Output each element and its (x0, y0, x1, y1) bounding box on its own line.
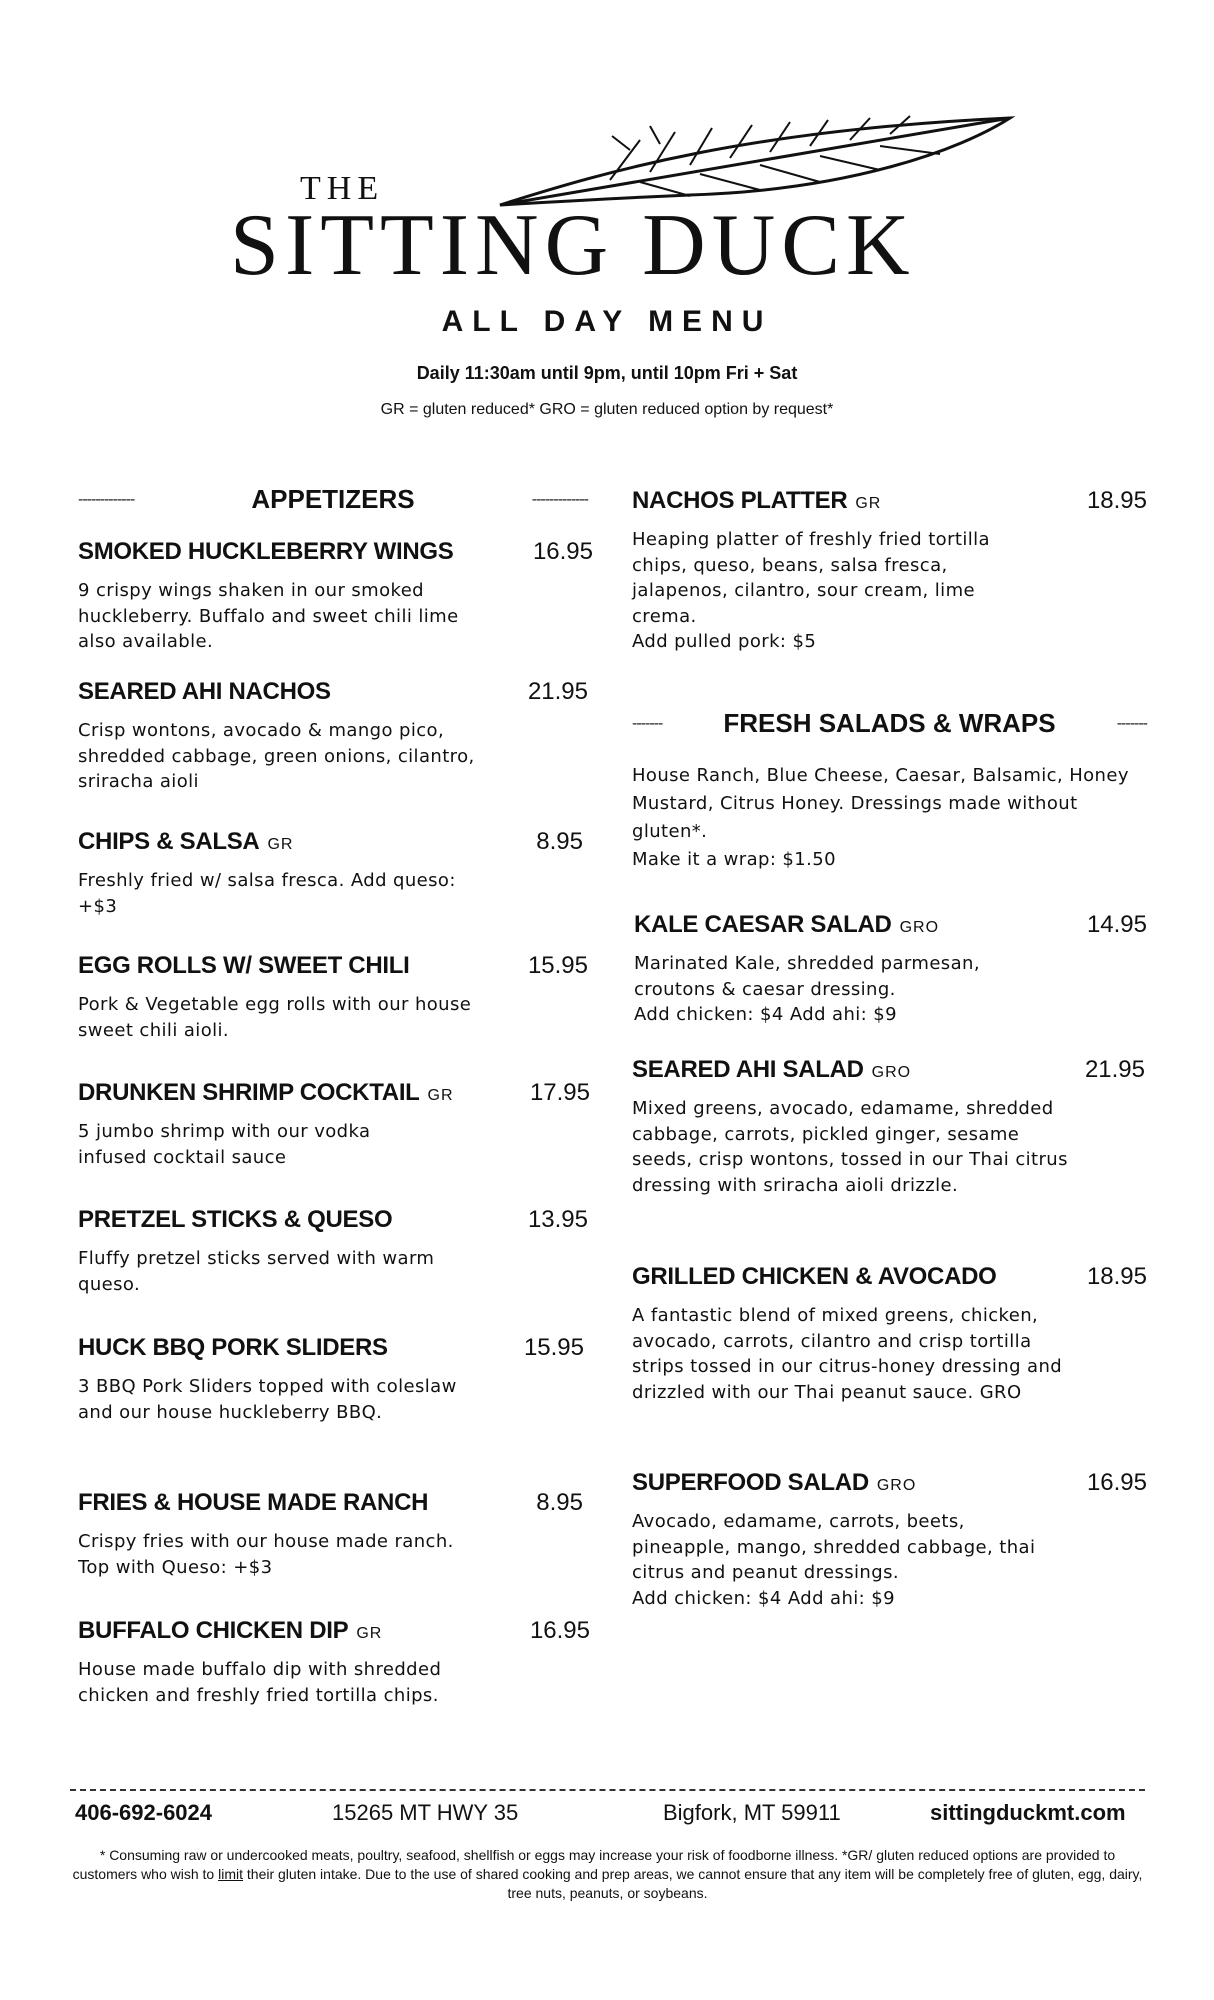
menu-item (78, 538, 593, 655)
item-description: House made buffalo dip with shredded chicken and freshly fried tortilla chips. (78, 1659, 442, 1706)
street-address: 15265 MT HWY 35 (332, 1800, 519, 1825)
phone-number[interactable]: 406-692-6024 (75, 1800, 213, 1825)
item-description: Top with Queso: +$3 (78, 1556, 273, 1578)
item-price: 16.95 (529, 1617, 590, 1644)
gluten-tag: GR (855, 495, 882, 512)
menu-item (632, 487, 1147, 655)
salads-heading-row (632, 708, 1147, 739)
gluten-tag: GRO (871, 1064, 912, 1081)
appetizers-heading-row (78, 484, 588, 515)
divider-dashes: ------- (1116, 714, 1147, 732)
item-name: BUFFALO CHICKEN DIP (78, 1617, 349, 1644)
menu-item (632, 1056, 1145, 1198)
menu-item (78, 678, 588, 795)
item-name: KALE CAESAR SALAD (634, 911, 892, 938)
item-price: 14.95 (1086, 911, 1147, 938)
divider-dashes: ------- (632, 714, 663, 732)
item-price: 8.95 (536, 1489, 583, 1516)
city-address: Bigfork, MT 59911 (663, 1800, 841, 1825)
dressings-list: House Ranch, Blue Cheese, Caesar, Balsamic, Honey Mustard, Citrus Honey. Dressings made without gluten*. (632, 765, 1129, 842)
menu-item (78, 828, 583, 919)
item-name: SEARED AHI NACHOS (78, 678, 331, 705)
item-name: DRUNKEN SHRIMP COCKTAIL (78, 1079, 420, 1106)
menu-item (78, 1617, 590, 1708)
item-price: 13.95 (527, 1206, 588, 1233)
item-name: PRETZEL STICKS & QUESO (78, 1206, 393, 1233)
item-price: 21.95 (1084, 1056, 1145, 1083)
item-description: Pork & Vegetable egg rolls with our house sweet chili aioli. (78, 994, 472, 1041)
hours: Daily 11:30am until 9pm, until 10pm Fri + Sat (416, 363, 798, 383)
menu-item (78, 952, 588, 1043)
item-description: Mixed greens, avocado, edamame, shredded cabbage, carrots, pickled ginger, sesame seeds, crisp wontons, tossed in our Thai citrus dressing with sriracha aioli drizzle. (632, 1098, 1068, 1196)
item-name: SUPERFOOD SALAD (632, 1469, 869, 1496)
item-price: 21.95 (527, 678, 588, 705)
disclaimer-text: their gluten intake. Due to the use of shared cooking and prep areas, we cannot ensure that any item will be completely free of gluten, egg, dairy, tree nuts, peanuts, or soybeans. (243, 1866, 1143, 1901)
item-name: FRIES & HOUSE MADE RANCH (78, 1489, 429, 1516)
item-price: 16.95 (1086, 1469, 1147, 1496)
menu-item (632, 1263, 1147, 1405)
item-name: NACHOS PLATTER (632, 487, 848, 514)
item-price: 18.95 (1086, 487, 1147, 514)
item-name: CHIPS & SALSA (78, 828, 260, 855)
item-description: Crispy fries with our house made ranch. (78, 1531, 454, 1552)
item-price: 16.95 (532, 538, 593, 565)
item-name: SEARED AHI SALAD (632, 1056, 864, 1083)
disclaimer (70, 1846, 1145, 1903)
item-description: Avocado, edamame, carrots, beets, pineapple, mango, shredded cabbage, thai citrus and peanut dressings. (632, 1511, 1036, 1583)
item-description: 5 jumbo shrimp with our vodka infused cocktail sauce (78, 1121, 371, 1168)
item-name: SMOKED HUCKLEBERRY WINGS (78, 538, 454, 565)
item-name: EGG ROLLS W/ SWEET CHILI (78, 952, 410, 979)
item-description: Freshly fried w/ salsa fresca. Add queso: +$3 (78, 870, 456, 917)
logo (230, 110, 1030, 294)
divider-dashes: ------------- (78, 490, 135, 508)
item-name: HUCK BBQ PORK SLIDERS (78, 1334, 388, 1361)
menu-item (78, 1206, 588, 1297)
gluten-legend: GR = gluten reduced* GRO = gluten reduced option by request* (380, 401, 834, 418)
gluten-tag: GR (427, 1087, 454, 1104)
salads-heading: FRESH SALADS & WRAPS (723, 708, 1056, 738)
menu-item (78, 1334, 584, 1425)
gluten-tag: GRO (899, 919, 940, 936)
menu-item (78, 1489, 583, 1580)
item-description: Add pulled pork: $5 (632, 631, 817, 652)
gluten-tag: GRO (876, 1477, 917, 1494)
disclaimer-limit: limit (218, 1866, 243, 1882)
menu-item (632, 1469, 1147, 1611)
item-description: Add chicken: $4 Add ahi: $9 (632, 1587, 895, 1609)
dressings-note (632, 762, 1132, 874)
appetizers-heading: APPETIZERS (251, 484, 415, 514)
item-description: Heaping platter of freshly fried tortilla chips, queso, beans, salsa fresca, jalapenos, cilantro, sour cream, lime crema. (632, 529, 990, 627)
menu-item (634, 911, 1147, 1028)
item-description: A fantastic blend of mixed greens, chicken, avocado, carrots, cilantro and crisp tortilla strips tossed in our citrus-honey dressing and drizzled with our Thai peanut sauce. GRO (632, 1305, 1063, 1403)
gluten-tag: GR (267, 836, 294, 853)
brand-name: SITTING DUCK (230, 197, 916, 294)
website-link[interactable]: sittingduckmt.com (930, 1800, 1126, 1825)
item-description: 9 crispy wings shaken in our smoked huckleberry. Buffalo and sweet chili lime also available. (78, 580, 459, 652)
item-name: GRILLED CHICKEN & AVOCADO (632, 1263, 997, 1290)
menu-title: ALL DAY MENU (441, 305, 773, 338)
wrap-option: Make it a wrap: $1.50 (632, 849, 836, 870)
item-description: Crisp wontons, avocado & mango pico, shredded cabbage, green onions, cilantro, sriracha aioli (78, 720, 475, 792)
item-price: 18.95 (1086, 1263, 1147, 1290)
item-price: 17.95 (529, 1079, 590, 1106)
item-description: 3 BBQ Pork Sliders topped with coleslaw and our house huckleberry BBQ. (78, 1376, 457, 1423)
menu-item (78, 1079, 590, 1170)
brand-the: THE (300, 170, 385, 207)
item-description: Marinated Kale, shredded parmesan, croutons & caesar dressing. (634, 953, 980, 1000)
gluten-tag: GR (356, 1625, 383, 1642)
disclaimer-text: * Consuming raw or undercooked meats, poultry, seafood, shellfish or eggs may increase your risk of foodborne illness. *GR/ gluten reduced options are provided to customers who wish to (72, 1847, 1116, 1882)
divider-dashes: ------------- (531, 490, 588, 508)
item-price: 15.95 (523, 1334, 584, 1361)
item-description: Fluffy pretzel sticks served with warm queso. (78, 1248, 435, 1295)
item-price: 15.95 (527, 952, 588, 979)
footer-divider (70, 1789, 1145, 1791)
item-price: 8.95 (536, 828, 583, 855)
item-description: Add chicken: $4 Add ahi: $9 (634, 1004, 897, 1025)
